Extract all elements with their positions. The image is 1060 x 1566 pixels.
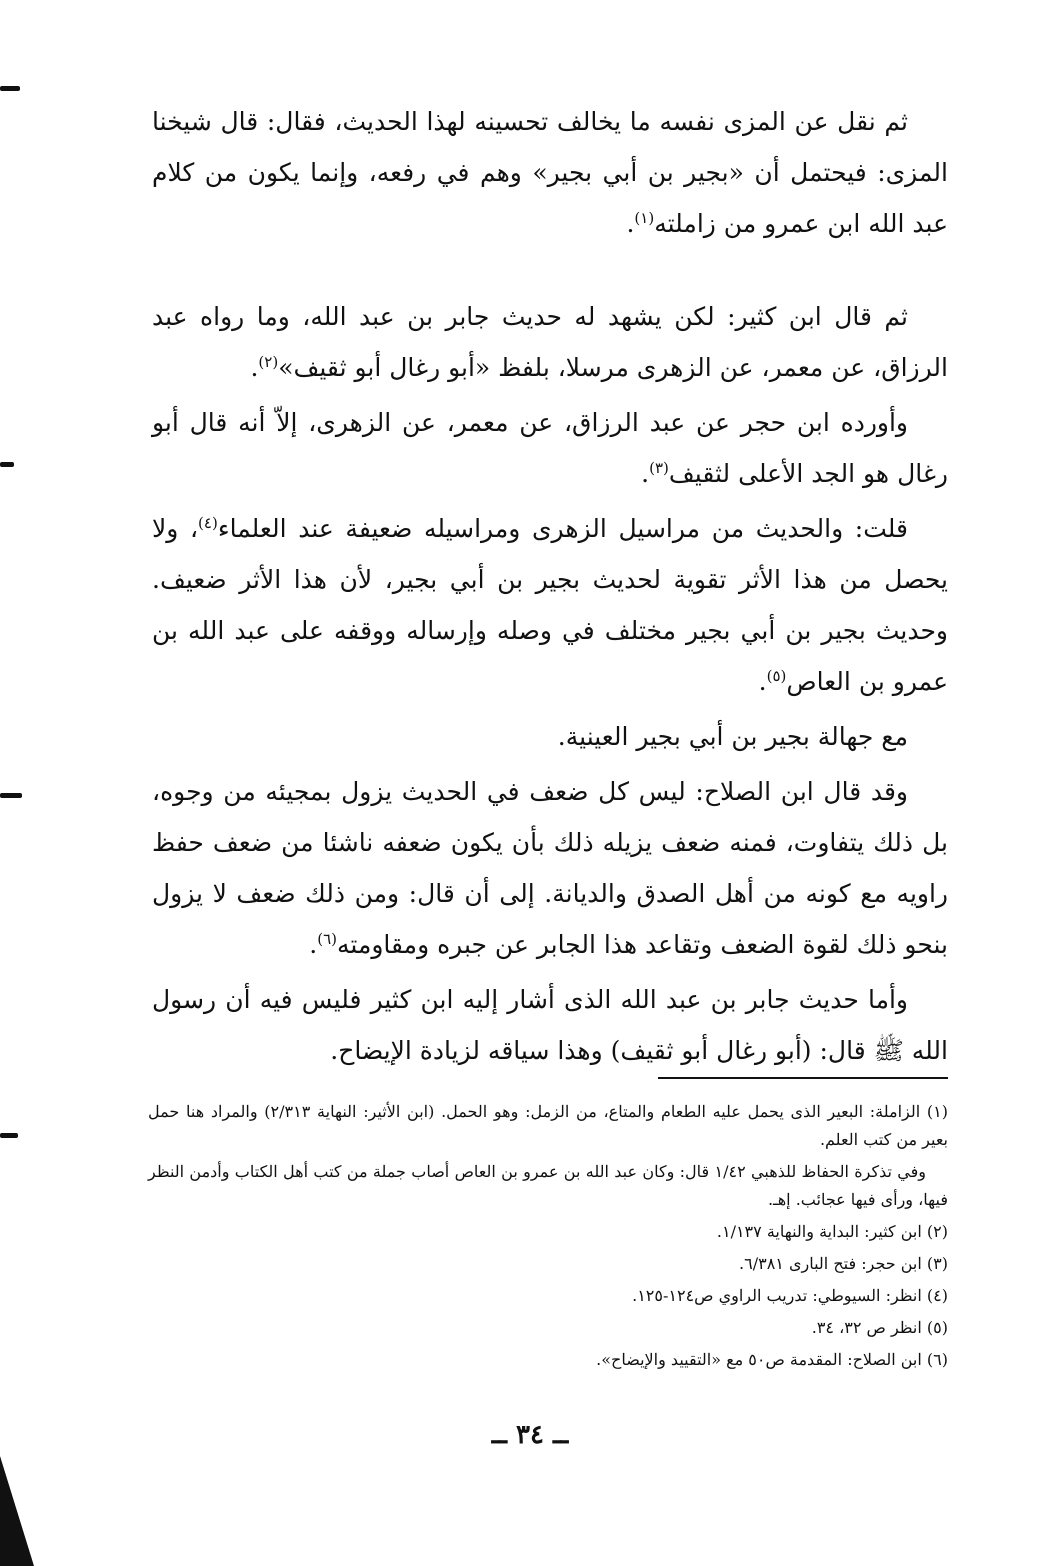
scan-edge-mark bbox=[0, 793, 22, 798]
footnote-ref: (٦) bbox=[317, 930, 337, 948]
footnote-divider bbox=[658, 1077, 948, 1079]
footnote: (١) الزاملة: البعير الذى يحمل عليه الطعام والمتاع، من الزمل: وهو الحمل. (ابن الأثير: النهاية ٢/٣١٣) والمراد هنا حمل بعير من كتب العلم. bbox=[148, 1102, 949, 1149]
paragraph: مع جهالة بجير بن أبي بجير العينية. bbox=[557, 722, 908, 751]
footnote: (٥) انظر ص ٣٢، ٣٤. bbox=[811, 1318, 948, 1337]
paragraph: ثم نقل عن المزى نفسه ما يخالف تحسينه لهذا الحديث، فقال: قال شيخنا المزى: فيحتمل أن «بجير بن أبي بجير» وهم في رفعه، وإنما يكون من كلام عبد الله ابن عمرو من زاملته$^{(١)}$. bbox=[152, 107, 948, 238]
footnote: (٣) ابن حجر: فتح البارى ٦/٣٨١. bbox=[739, 1254, 948, 1273]
scan-corner-shadow bbox=[0, 1456, 34, 1566]
footnote: (٢) ابن كثير: البداية والنهاية ١/١٣٧. bbox=[716, 1222, 948, 1241]
scan-edge-mark bbox=[0, 86, 20, 91]
paragraph: وقد قال ابن الصلاح: ليس كل ضعف في الحديث يزول بمجيئه من وجوه، بل ذلك يتفاوت، فمنه ضعف يزيله ذلك بأن يكون ضعفه ناشئا من ضعف حفظ راويه مع كونه من أهل الصدق والديانة. إلى أن قال: ومن ذلك ضعف لا يزول بنحو ذلك لقوة الضعف وتقاعد هذا الجابر عن جبره ومقاومته$^{(٦)}$. bbox=[152, 777, 948, 959]
footnote-ref: (٣) bbox=[649, 459, 669, 477]
footnote: (٤) انظر: السيوطي: تدريب الراوي ص١٢٤-١٢٥. bbox=[632, 1286, 948, 1305]
paragraph: وأورده ابن حجر عن عبد الرزاق، عن معمر، عن الزهرى، إلاّ أنه قال أبو رغال هو الجد الأعلى لثقيف$^{(٣)}$. bbox=[152, 408, 948, 488]
paragraph: وأما حديث جابر بن عبد الله الذى أشار إليه ابن كثير فليس فيه أن رسول الله ﷺ قال: (أبو رغال أبو ثقيف) وهذا سياقه لزيادة الإيضاح. bbox=[152, 985, 948, 1065]
main-text bbox=[152, 96, 948, 1080]
footnote: (٦) ابن الصلاح: المقدمة ص٥٠ مع «التقييد والإيضاح». bbox=[596, 1350, 948, 1369]
footnote-ref: (٥) bbox=[766, 667, 787, 685]
scan-edge-mark bbox=[0, 462, 14, 467]
footnotes bbox=[148, 1098, 948, 1378]
paragraph: قلت: والحديث من مراسيل الزهرى ومراسيله ضعيفة عند العلماء$^{(٤)}$، ولا يحصل من هذا الأثر تقوية لحديث بجير بن أبي بجير، لأن هذا الأثر ضعيف. وحديث بجير بن أبي بجير مختلف في وصله وإرساله ووقفه على عبد الله بن عمرو بن العاص$^{(٥)}$. bbox=[152, 514, 948, 696]
footnote-ref: (٢) bbox=[258, 353, 279, 371]
page-number: ــ ٣٤ ــ bbox=[491, 1420, 569, 1450]
scan-edge-mark bbox=[0, 1133, 18, 1138]
footnote-ref: (٤) bbox=[198, 514, 218, 532]
footnote: وفي تذكرة الحفاظ للذهبي ١/٤٢ قال: وكان عبد الله بن عمرو بن العاص أصاب جملة من كتب أهل الكتاب وأدمن النظر فيها، ورأى فيها عجائب. إهـ. bbox=[148, 1162, 948, 1209]
paragraph: ثم قال ابن كثير: لكن يشهد له حديث جابر بن عبد الله، وما رواه عبد الرزاق، عن معمر، عن الزهرى مرسلا، بلفظ «أبو رغال أبو ثقيف»$^{(٢)}$. bbox=[152, 302, 948, 382]
footnote-ref: (١) bbox=[634, 209, 655, 227]
